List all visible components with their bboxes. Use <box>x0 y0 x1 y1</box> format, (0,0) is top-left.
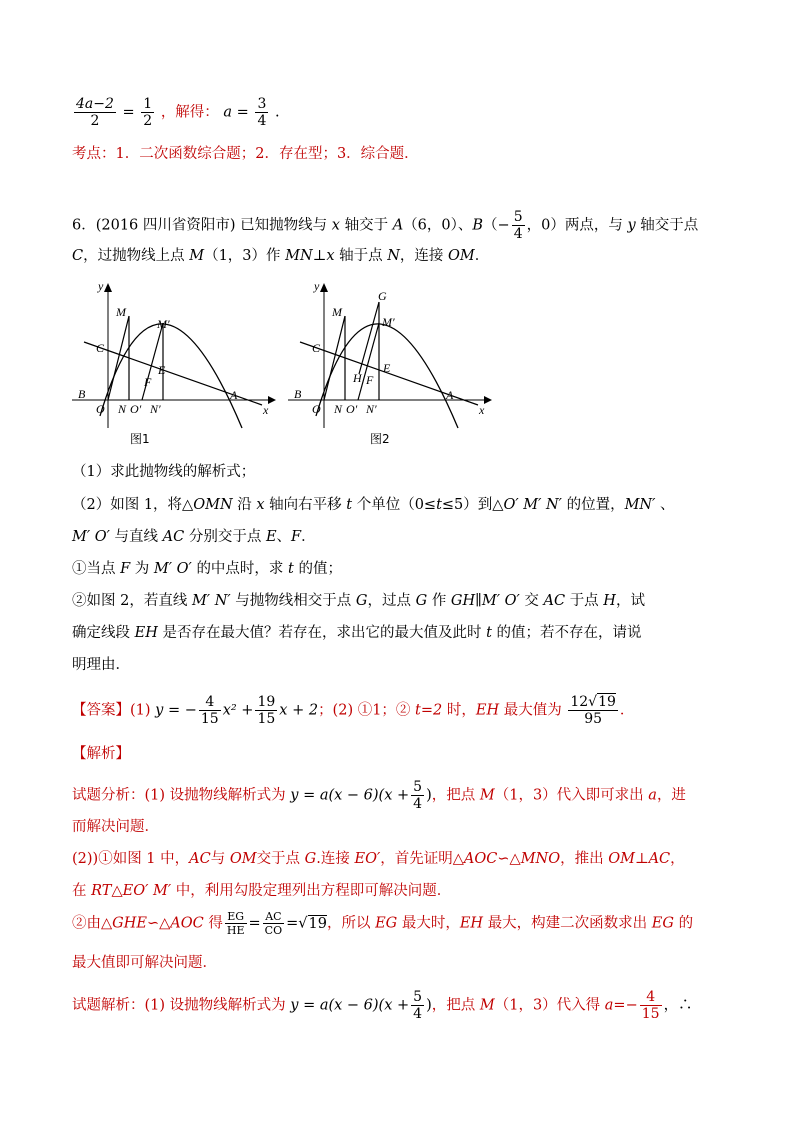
kaodian-line: 考点：1．二次函数综合题；2．存在型；3．综合题． <box>72 146 419 162</box>
label-N: N <box>118 402 127 416</box>
label-G: G <box>378 289 387 303</box>
problem-line-2: C，过抛物线上点 M（1，3）作 MN⊥x 轴于点 N，连接 OM． <box>72 248 490 264</box>
analysis-line-3: (2))①如图 1 中，AC与 OM交于点 G.连接 EO′，首先证明△AOC∽△MNO，推出 OM⊥AC， <box>72 851 685 867</box>
y-axis-arrow <box>104 283 112 292</box>
fraction: $\frac{5}{4}$ <box>413 779 423 812</box>
label-F: F <box>144 375 152 389</box>
question-6: 明理由． <box>72 657 130 673</box>
fraction: $\frac{3}{4}$ <box>257 96 267 129</box>
fraction: $\frac{19}{15}$ <box>257 694 276 727</box>
label-O: O <box>312 402 321 416</box>
label-M-prime: M′ <box>382 315 395 329</box>
analysis-line-2: 而解决问题． <box>72 819 159 835</box>
label-O: O <box>96 402 105 416</box>
question-2-cont: M′ O′ 与直线 AC 分别交于点 E、F． <box>72 529 316 545</box>
analysis-line-6: 最大值即可解决问题． <box>72 955 217 971</box>
label-x: x <box>479 403 485 417</box>
fraction: $\frac{5}{4}$ <box>513 209 523 242</box>
label-M-prime: M′ <box>157 317 170 331</box>
label-M: M <box>332 305 342 319</box>
fraction: $\frac{5}{4}$ <box>413 989 423 1022</box>
label-N-prime: N′ <box>150 402 161 416</box>
segment-GH <box>359 302 379 374</box>
fraction: $\frac{1}{2}$ <box>143 96 153 129</box>
fraction: $\frac{EG}{HE}$ <box>226 910 245 937</box>
segment-OM <box>108 316 129 400</box>
label-N-prime: N′ <box>366 402 377 416</box>
analysis-line-4: 在 RT△EO′ M′ 中，利用勾股定理列出方程即可解决问题． <box>72 883 452 899</box>
figure-2 <box>286 278 506 453</box>
label-H: H <box>353 371 362 385</box>
fraction: $\frac{12√19}{95}$ <box>570 694 616 727</box>
figure-2-caption: 图2 <box>370 432 390 446</box>
question-4: ②如图 2，若直线 M′ N′ 与抛物线相交于点 G，过点 G 作 GH∥M′ O′ 交 AC 于点 H，试 <box>72 593 645 609</box>
label-y: y <box>314 279 320 293</box>
y-axis-arrow <box>320 283 328 292</box>
figure-1 <box>72 278 282 453</box>
label-E: E <box>158 363 166 377</box>
label-A: A <box>230 388 238 402</box>
fraction: $\frac{AC}{CO}$ <box>264 910 283 937</box>
label-O-prime: O′ <box>346 402 358 416</box>
figure-1-caption: 图1 <box>130 432 150 446</box>
fraction: $\frac{4}{15}$ <box>641 989 660 1022</box>
label-F: F <box>366 373 374 387</box>
x-axis-arrow <box>268 396 276 404</box>
question-5: 确定线段 EH 是否存在最大值？若存在，求出它的最大值及此时 t 的值；若不存在，请说 <box>72 625 642 641</box>
label-x: x <box>263 403 269 417</box>
label-O-prime: O′ <box>130 402 142 416</box>
label-C: C <box>96 341 105 355</box>
label-y: y <box>98 279 104 293</box>
label-M: M <box>116 305 126 319</box>
analysis-line-5: ②由△GHE∽△AOC 得 $\frac{EG}{HE}$ = $\frac{AC}{CO}$ =√19，所以 EG 最大时，EH 最大，构建二次函数求出 EG 的 <box>72 910 694 937</box>
fraction: $\frac{4}{15}$ <box>200 694 219 727</box>
segment-O2M2 <box>358 323 379 400</box>
label-A: A <box>446 388 454 402</box>
x-axis-arrow <box>484 396 492 404</box>
top-equation: $\frac{4a-2}{2}$ = $\frac{1}{2}$ ，解得： a = $\frac{3}{4}$ . <box>76 96 280 129</box>
segment-OM <box>324 316 345 400</box>
label-E: E <box>383 361 391 375</box>
label-B: B <box>294 387 302 401</box>
question-2: （2）如图 1，将△OMN 沿 x 轴向右平移 t 个单位（0≤t≤5）到△O′ M′ N′ 的位置，MN′ 、 <box>72 497 675 513</box>
answer-line: 【答案】(1) y = − $\frac{4}{15}$ x² + $\frac{19}{15}$ x + 2；(2) ①1；② t=2 时，EH 最大值为 $\frac{12√19}{95}$ ． <box>72 694 635 727</box>
analysis-line-1: 试题分析：(1) 设抛物线解析式为 y = a(x − 6)(x + $\frac{5}{4}$ )，把点 M（1，3）代入即可求出 a，进 <box>72 779 686 812</box>
analysis-line-7: 试题解析：(1) 设抛物线解析式为 y = a(x − 6)(x + $\frac{5}{4}$ )，把点 M（1，3）代入得 a=− $\frac{4}{15}$ ，∴ <box>72 989 693 1022</box>
label-B: B <box>78 387 86 401</box>
analysis-label: 【解析】 <box>72 746 130 762</box>
fraction: $\frac{4a-2}{2}$ <box>76 96 114 129</box>
question-3: ①当点 F 为 M′ O′ 的中点时，求 t 的值； <box>72 561 342 577</box>
label-C: C <box>312 341 321 355</box>
question-1: （1）求此抛物线的解析式； <box>72 464 256 480</box>
label-N: N <box>334 402 343 416</box>
problem-line-1: 6．(2016 四川省资阳市) 已知抛物线与 x 轴交于 A（6，0）、B（− $\frac{5}{4}$ ，0）两点，与 y 轴交于点 <box>72 209 699 242</box>
